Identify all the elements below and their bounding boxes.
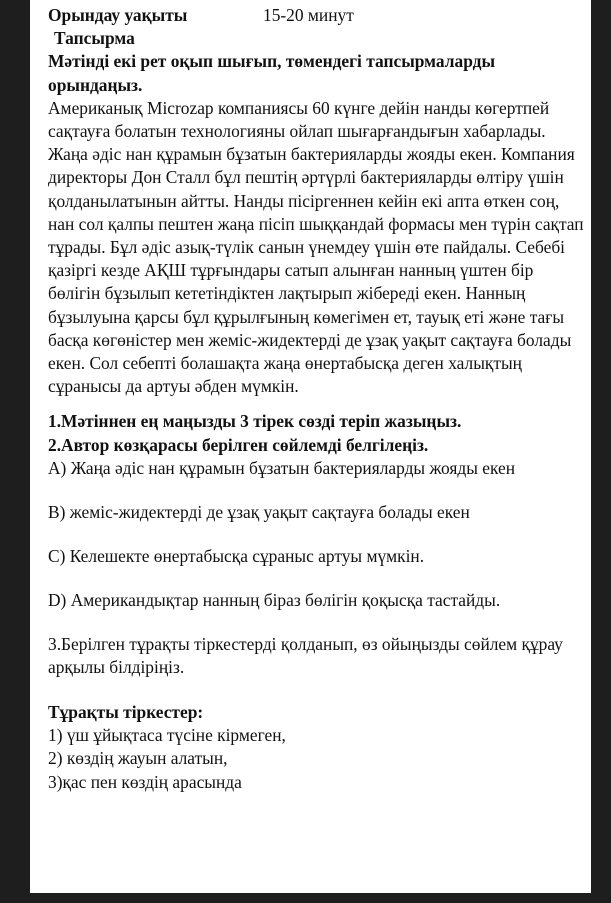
task-1: 1.Мәтіннен ең маңызды 3 тірек сөзді теріп жазыңыз.	[48, 411, 462, 432]
phrase-item-3: 3)қас пен көздің арасында	[48, 771, 242, 792]
spacer	[48, 480, 584, 501]
duration-line	[48, 4, 584, 27]
task-3: 3.Берілген тұрақты тіркестерді қолданып, өз ойыңызды сөйлем құрау арқылы білдіріңіз.	[48, 633, 563, 677]
spacer	[48, 679, 584, 701]
document-body	[48, 4, 584, 794]
duration-value: 15-20 минут	[263, 5, 354, 25]
instruction: Мәтінді екі рет оқып шығып, төмендегі тапсырмаларды орындаңыз.	[48, 51, 496, 95]
task-2: 2.Автор көзқарасы берілген сөйлемді белгілеңіз.	[48, 434, 429, 455]
phrase-item-2: 2) көздің жауын алатын,	[48, 748, 228, 769]
paragraph-2: Жаңа әдіс нан құрамын бұзатын бактерияларды жояды екен. Компания директоры Дон Сталл бұл пештің әртүрлі бактерияларды өлтіру үшін қолданылатынын айтты. Нанды пісіргеннен кейін екі апта өткен соң, нан сол қалпы пештен жаңа пісіп шыққандай формасы мен түрін сақтап тұрады. Бұл әдіс азық-түлік санын үнемдеу үшін өте пайдалы. Себебі қазіргі кезде АҚШ тұрғындары сатып алынған нанның үштен бір бөлігін бұзылып кететіндіктен лақтырып жібереді екен. Нанның бұзылуына қарсы бұл құрылғының көмегімен ет, тауық еті және тағы басқа көгөністер мен жеміс-жидектерді де ұзақ уақыт сақтауға болады екен. Сол себепті болашақта жаңа өнертабысқа деген халықтың сұранысы да артуы әбден мүмкін.	[48, 144, 584, 397]
option-d: D) Американдықтар нанның біраз бөлігін қоқысқа тастайды.	[48, 590, 501, 611]
option-b: B) жеміс-жидектерді де ұзақ уақыт сақтауға болады екен	[48, 502, 470, 523]
spacer	[48, 613, 584, 633]
paragraph-1: Американық Microzap компаниясы 60 күнге дейін нанды көгертпей сақтауға болатын технологияны ойлап шығарғандығын хабарлады.	[48, 97, 550, 142]
duration-label: Орындау уақыты	[48, 5, 188, 25]
option-c: C) Келешекте өнертабысқа сұраныс артуы мүмкін.	[48, 546, 425, 567]
option-a: A) Жаңа әдіс нан құрамын бұзатын бактерияларды жояды екен	[48, 457, 516, 478]
spacer	[48, 398, 584, 410]
spacer	[48, 568, 584, 589]
phrase-item-1: 1) үш ұйықтаса түсіне кірмеген,	[48, 725, 286, 746]
spacer	[48, 524, 584, 545]
task-heading: Тапсырма	[54, 28, 135, 49]
phrases-heading: Тұрақты тіркестер:	[48, 702, 204, 723]
document-page	[30, 0, 591, 893]
